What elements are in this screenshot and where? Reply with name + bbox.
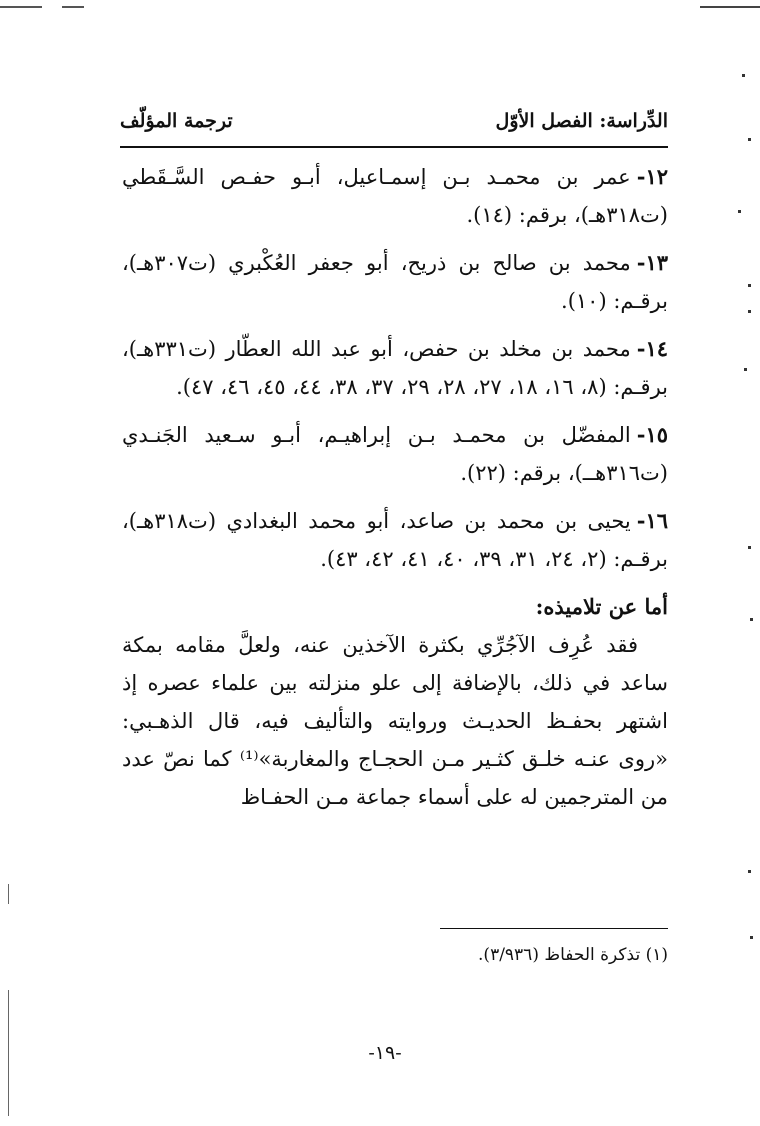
margin-speck <box>748 870 751 873</box>
margin-speck <box>748 546 751 549</box>
margin-speck <box>738 210 741 213</box>
page-number: -١٩- <box>368 1042 402 1064</box>
entry-number: ١٢- <box>636 164 668 189</box>
scan-edge-mark <box>0 6 42 8</box>
scan-edge-mark <box>700 6 760 8</box>
scan-edge-mark <box>62 6 84 8</box>
entry-number: ١٤- <box>636 336 668 361</box>
entry-number: ١٣- <box>636 250 668 275</box>
entry-number: ١٥- <box>636 422 668 447</box>
margin-speck <box>742 74 745 77</box>
footnote: (١) تذكرة الحفاظ (٣/٩٣٦). <box>478 945 668 965</box>
entry-text: محمد بن صالح بن ذريح، أبو جعفر العُكْبري (ت٣٠٧هـ)، برقـم: (١٠). <box>122 251 668 313</box>
list-item <box>122 244 668 320</box>
margin-speck <box>748 138 751 141</box>
entry-text: محمد بن مخلد بن حفص، أبو عبد الله العطّار (ت٣٣١هـ)، برقـم: (٨، ١٦، ١٨، ٢٧، ٢٨، ٢٩، ٣٧، ٣٨، ٤٤، ٤٥، ٤٦، ٤٧). <box>122 337 668 399</box>
section-heading: أما عن تلاميذه: <box>535 594 668 619</box>
header-rule <box>120 146 668 148</box>
list-item <box>122 502 668 578</box>
scan-edge-line <box>8 884 9 904</box>
header-section-title: ترجمة المؤلّف <box>120 110 233 132</box>
main-text <box>122 158 668 816</box>
margin-speck <box>750 618 753 621</box>
running-header <box>120 106 668 142</box>
list-item <box>122 330 668 406</box>
list-item <box>122 416 668 492</box>
footnote-rule <box>440 928 668 929</box>
margin-speck <box>750 936 753 939</box>
header-chapter-title: الدِّراسة: الفصل الأوّل <box>495 110 668 132</box>
entry-number: ١٦- <box>636 508 668 533</box>
entry-text: يحيى بن محمد بن صاعد، أبو محمد البغدادي (ت٣١٨هـ)، برقـم: (٢، ٢٤، ٣١، ٣٩، ٤٠، ٤١، ٤٢، ٤٣). <box>122 509 668 571</box>
body-paragraph: فقد عُرِف الآجُرِّي بكثرة الآخذين عنه، ولعلَّ مقامه بمكة ساعد في ذلك، بالإضافة إلى علو منزلته بين علماء عصره إذ اشتهر بحفـظ الحديـث وروايته والتأليف فيه، قال الذهـبي: «روى عنـه خلـق كثـير مـن الحجـاج والمغاربة»⁽¹⁾ كما نصّ عدد من المترجمين له على أسماء جماعة مـن الحفـاظ <box>122 633 668 809</box>
scan-edge-line <box>8 990 9 1116</box>
margin-speck <box>748 310 751 313</box>
margin-speck <box>744 368 747 371</box>
margin-speck <box>748 284 751 287</box>
entry-text: عمر بن محمـد بـن إسمـاعيل، أبـو حفـص السَّـقَطي (ت٣١٨هـ)، برقم: (١٤). <box>122 165 668 227</box>
entry-text: المفضّل بن محمـد بـن إبراهيـم، أبـو سـعيد الجَنـدي (ت٣١٦هــ)، برقم: (٢٢). <box>122 423 668 485</box>
list-item <box>122 158 668 234</box>
